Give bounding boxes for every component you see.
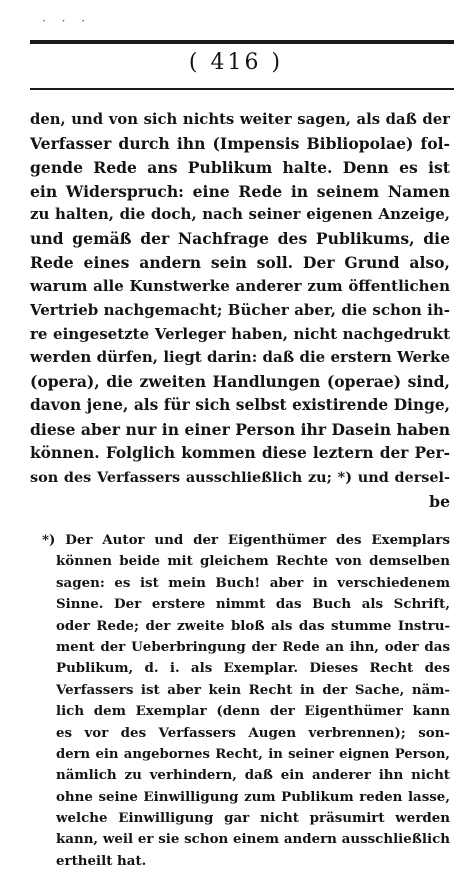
text-line: Verfasser durch ihn (Impensis Bibliopolae) fol-: [30, 133, 450, 153]
text-line: re eingesetzte Verleger haben, nicht nachgedrukt: [30, 324, 450, 343]
text-line: können. Folglich kommen diese leztern der Per-: [30, 443, 450, 462]
footnote-line: welche Einwilligung gar nicht präsumirt werden: [56, 810, 450, 827]
text-line: den, und von sich nichts weiter sagen, als daß der: [30, 111, 450, 128]
page-number: ( 416 ): [188, 50, 284, 75]
footnote-line: *) Der Autor und der Eigenthümer des Exemplars: [42, 532, 450, 548]
text-line: ein Widerspruch: eine Rede in seinem Namen: [30, 181, 450, 201]
footnote-line: Verfassers ist aber kein Recht in der Sache, näm-: [56, 681, 450, 698]
footnote-line: dern ein angebornes Recht, in seiner eignen Person,: [56, 746, 450, 762]
text-line: warum alle Kunstwerke anderer zum öffentlichen: [30, 276, 450, 295]
header-rule-top: [30, 40, 454, 44]
text-line: und gemäß der Nachfrage des Publikums, die: [30, 229, 450, 249]
footnote-line: Publikum, d. i. als Exemplar. Dieses Recht des: [56, 660, 450, 677]
main-text: [30, 108, 450, 513]
text-line: Vertrieb nachgemacht; Bücher aber, die schon ih-: [30, 300, 450, 319]
text-line: werden dürfen, liegt darin: daß die erstern Werke: [30, 348, 450, 367]
footnote-line: können beide mit gleichem Rechte von demselben: [56, 553, 450, 570]
text-line: gende Rede ans Publikum halte. Denn es ist: [30, 157, 450, 177]
text-line: Rede eines andern sein soll. Der Grund also,: [30, 253, 450, 273]
text-line: davon jene, als für sich selbst existirende Dinge,: [30, 396, 450, 415]
footnote-line: ment der Ueberbringung der Rede an ihn, oder das: [56, 638, 450, 655]
text-line: diese aber nur in einer Person ihr Dasein haben: [30, 419, 450, 439]
footnote: [42, 530, 450, 872]
footnote-line: kann, weil er sie schon einem andern ausschließlich: [56, 831, 450, 848]
footnote-line: Sinne. Der erstere nimmt das Buch als Schrift,: [56, 596, 450, 613]
footnote-line: es vor des Verfassers Augen verbrennen); son-: [56, 724, 450, 741]
footnote-line: nämlich zu verhindern, daß ein anderer ihn nicht: [56, 767, 450, 784]
text-line: zu halten, die doch, nach seiner eigenen Anzeige,: [30, 205, 450, 224]
footnote-line: ertheilt hat.: [56, 852, 147, 869]
footnote-line: ohne seine Einwilligung zum Publikum reden lasse,: [56, 788, 450, 805]
catchword: be: [429, 491, 450, 511]
footnote-line: oder Rede; der zweite bloß als das stumme Instru-: [56, 617, 450, 634]
text-line: (opera), die zweiten Handlungen (operae) sind,: [30, 372, 450, 392]
footnote-line: sagen: es ist mein Buch! aber in verschiedenem: [56, 574, 450, 591]
footnote-line: lich dem Exemplar (denn der Eigenthümer kann: [56, 703, 450, 720]
header-rule-bottom: [30, 88, 454, 90]
text-line: son des Verfassers ausschließlich zu; *) und dersel-: [30, 468, 450, 486]
print-specks: · · ·: [42, 14, 92, 28]
